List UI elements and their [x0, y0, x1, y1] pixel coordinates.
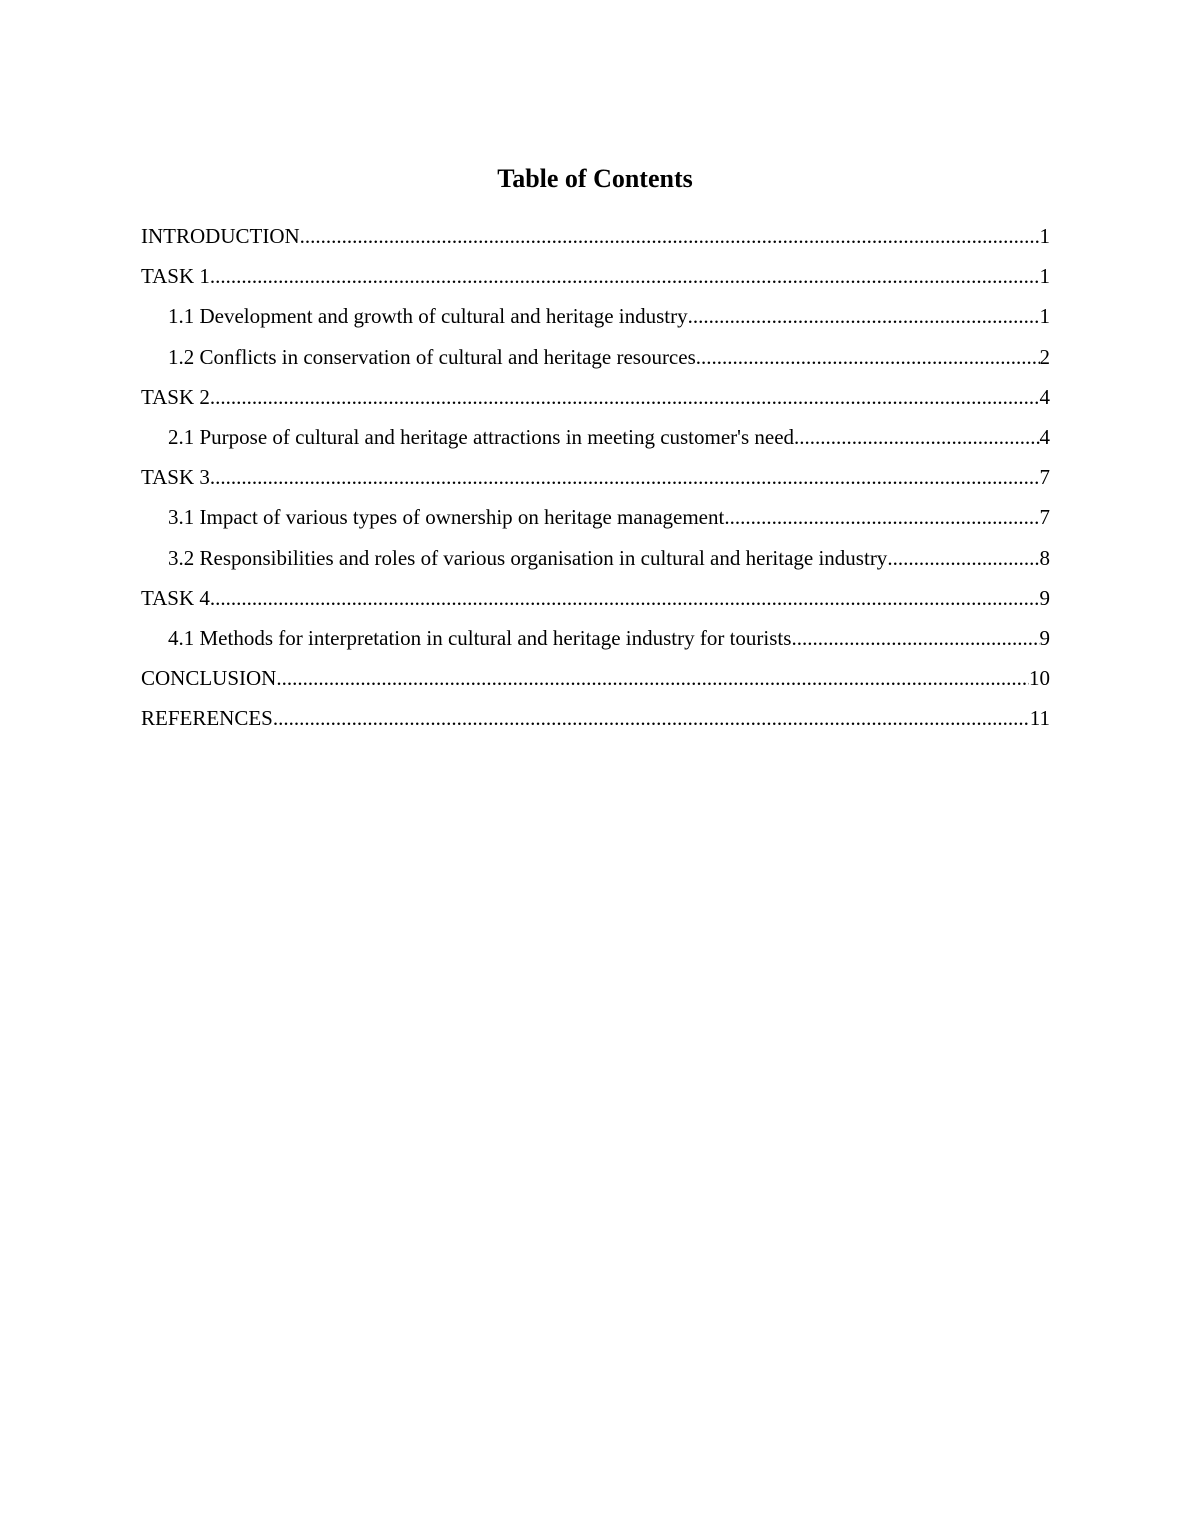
- toc-page-number: 10: [1029, 666, 1050, 691]
- toc-entry-label: CONCLUSION: [141, 666, 277, 691]
- toc-page-number: 11: [1029, 706, 1050, 731]
- toc-entry-1-2[interactable]: [141, 341, 1050, 381]
- toc-page-number: 1: [1039, 264, 1050, 289]
- toc-entry-3-1[interactable]: [141, 501, 1050, 541]
- toc-entry-task-1[interactable]: [141, 260, 1050, 300]
- toc-page-number: 8: [1039, 545, 1050, 570]
- toc-page-number: 7: [1039, 505, 1050, 530]
- toc-page-number: 1: [1039, 304, 1050, 329]
- toc-dot-leader: [273, 702, 1030, 734]
- toc-entry-label: TASK 1: [141, 264, 210, 289]
- toc-entry-task-4[interactable]: [141, 582, 1050, 622]
- toc-entry-label: TASK 4: [141, 585, 210, 610]
- toc-dot-leader: [887, 542, 1039, 574]
- toc-entry-task-3[interactable]: [141, 461, 1050, 501]
- toc-dot-leader: [276, 662, 1029, 694]
- toc-entry-label: 4.1 Methods for interpretation in cultural and heritage industry for tourists: [168, 625, 792, 650]
- toc-entry-label: 3.1 Impact of various types of ownership on heritage management: [168, 505, 725, 530]
- toc-entry-references[interactable]: [141, 702, 1050, 742]
- toc-page-number: 9: [1039, 585, 1050, 610]
- toc-dot-leader: [210, 582, 1040, 614]
- toc-entry-2-1[interactable]: [141, 421, 1050, 461]
- toc-entry-label: 1.1 Development and growth of cultural and heritage industry: [168, 304, 688, 329]
- toc-entry-task-2[interactable]: [141, 381, 1050, 421]
- toc-entry-label: REFERENCES: [141, 706, 273, 731]
- toc-page-number: 9: [1039, 625, 1050, 650]
- toc-dot-leader: [794, 421, 1039, 453]
- toc-dot-leader: [300, 220, 1040, 252]
- toc-entry-label: TASK 2: [141, 384, 210, 409]
- toc-page-number: 2: [1039, 344, 1050, 369]
- toc-dot-leader: [210, 381, 1040, 413]
- toc-entry-label: 1.2 Conflicts in conservation of cultural and heritage resources: [168, 344, 696, 369]
- toc-entry-label: TASK 3: [141, 465, 210, 490]
- toc-entry-introduction[interactable]: [141, 220, 1050, 260]
- toc-dot-leader: [210, 260, 1040, 292]
- toc-dot-leader: [791, 622, 1039, 654]
- toc-dot-leader: [688, 300, 1040, 332]
- toc-page-number: 7: [1039, 465, 1050, 490]
- toc-entry-label: INTRODUCTION: [141, 224, 300, 248]
- toc-dot-leader: [724, 501, 1039, 533]
- toc-entry-conclusion[interactable]: [141, 662, 1050, 702]
- table-of-contents: [141, 220, 1050, 742]
- toc-title: Table of Contents: [497, 164, 693, 193]
- toc-entry-3-2[interactable]: [141, 542, 1050, 582]
- toc-page-number: 4: [1039, 384, 1050, 409]
- toc-dot-leader: [696, 341, 1040, 373]
- toc-entry-4-1[interactable]: [141, 622, 1050, 662]
- toc-entry-1-1[interactable]: [141, 300, 1050, 340]
- toc-page-number: 4: [1039, 424, 1050, 449]
- toc-dot-leader: [210, 461, 1040, 493]
- toc-page-number: 1: [1039, 224, 1050, 248]
- toc-entry-label: 2.1 Purpose of cultural and heritage attractions in meeting customer's need: [168, 424, 795, 449]
- toc-entry-label: 3.2 Responsibilities and roles of various organisation in cultural and heritage industry: [168, 545, 888, 570]
